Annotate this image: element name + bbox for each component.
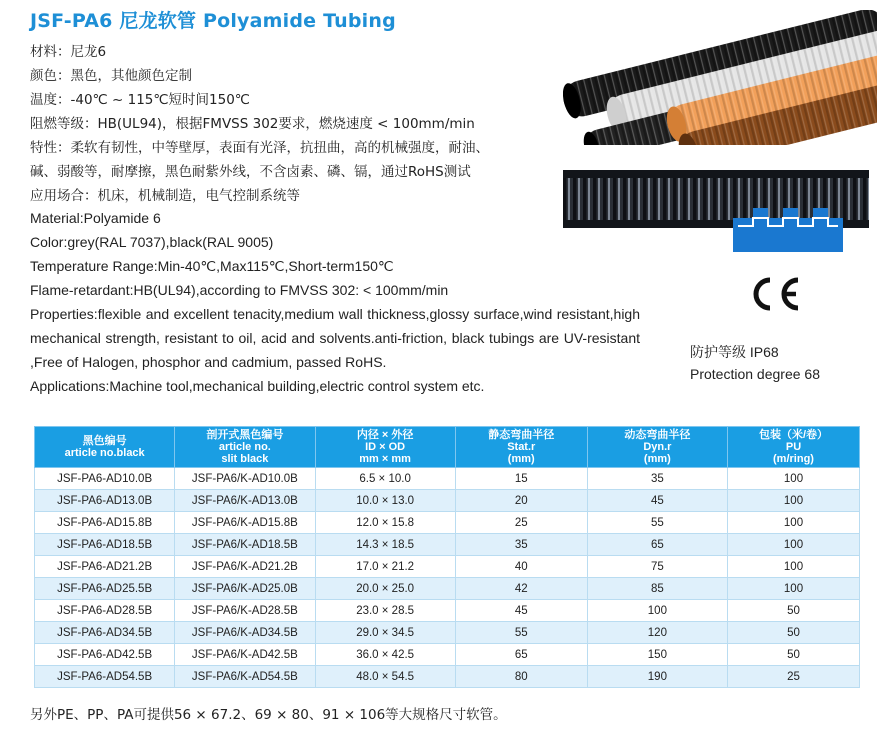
en-spec-color: Color:grey(RAL 7037),black(RAL 9005)	[30, 234, 274, 250]
en-spec-properties: Properties:flexible and excellent tenacity,medium wall thickness,glossy surface,wind resistant,high mechanical strength, resistant to oil, acid and solvents.anti-friction, black tubings are UV-resistant ,Free of Halogen, phosphor and cadmium, passed RoHS.	[30, 306, 640, 370]
en-spec-material: Material:Polyamide 6	[30, 210, 161, 226]
protection-cn: 防护等级 IP68	[690, 344, 779, 360]
cn-spec-material: 材料：尼龙6	[30, 44, 107, 60]
en-spec-temperature: Temperature Range:Min-40℃,Max115℃,Short-term150℃	[30, 258, 394, 274]
col-header-article-black: 黑色编号 article no.black	[35, 427, 175, 468]
cn-spec-color: 颜色：黑色，其他颜色定制	[30, 68, 192, 84]
table-row: JSF-PA6-AD15.8B JSF-PA6/K-AD15.8B 12.0 × 15.8 25 55 100	[35, 512, 860, 534]
protection-en: Protection degree 68	[690, 366, 820, 382]
footnote: 另外PE、PP、PA可提供56 × 67.2、69 × 80、91 × 106等大规格尺寸软管。	[30, 707, 507, 723]
cn-spec-properties-1: 特性：柔软有韧性，中等壁厚，表面有光泽，抗扭曲，高的机械强度，耐油、	[30, 140, 489, 156]
en-spec-flame: Flame-retardant:HB(UL94),according to FMVSS 302: < 100mm/min	[30, 282, 449, 298]
table-row: JSF-PA6-AD34.5B JSF-PA6/K-AD34.5B 29.0 × 34.5 55 120 50	[35, 622, 860, 644]
table-row: JSF-PA6-AD54.5B JSF-PA6/K-AD54.5B 48.0 × 54.5 80 190 25	[35, 666, 860, 688]
table-row: JSF-PA6-AD18.5B JSF-PA6/K-AD18.5B 14.3 × 18.5 35 65 100	[35, 534, 860, 556]
page-title: JSF-PA6 尼龙软管 Polyamide Tubing	[30, 10, 396, 32]
tubing-product-photo	[563, 10, 877, 145]
product-spec-table	[34, 426, 860, 688]
cn-spec-flame: 阻燃等级：HB(UL94)，根据FMVSS 302要求，燃烧速度 < 100mm/min	[30, 116, 475, 132]
table-row: JSF-PA6-AD42.5B JSF-PA6/K-AD42.5B 36.0 × 42.5 65 150 50	[35, 644, 860, 666]
table-row: JSF-PA6-AD21.2B JSF-PA6/K-AD21.2B 17.0 × 21.2 40 75 100	[35, 556, 860, 578]
tubing-cross-section-photo	[563, 170, 869, 252]
english-spec-list	[30, 206, 640, 398]
table-row: JSF-PA6-AD25.5B JSF-PA6/K-AD25.0B 20.0 × 25.0 42 85 100	[35, 578, 860, 600]
cn-spec-applications: 应用场合：机床，机械制造，电气控制系统等	[30, 188, 300, 204]
cn-spec-temperature: 温度：-40℃ ~ 115℃短时间150℃	[30, 92, 250, 108]
table-header-row	[35, 427, 860, 468]
table-row: JSF-PA6-AD28.5B JSF-PA6/K-AD28.5B 23.0 × 28.5 45 100 50	[35, 600, 860, 622]
chinese-spec-list	[30, 40, 489, 208]
cn-spec-properties-2: 碱、弱酸等，耐摩擦，黑色耐紫外线，不含卤素、磷、镉，通过RoHS测试	[30, 164, 471, 180]
col-header-stat-r: 静态弯曲半径 Stat.r (mm)	[455, 427, 587, 468]
table-row: JSF-PA6-AD10.0B JSF-PA6/K-AD10.0B 6.5 × 10.0 15 35 100	[35, 468, 860, 490]
table-row: JSF-PA6-AD13.0B JSF-PA6/K-AD13.0B 10.0 × 13.0 20 45 100	[35, 490, 860, 512]
col-header-id-od: 内径 × 外径 ID × OD mm × mm	[315, 427, 455, 468]
col-header-dyn-r: 动态弯曲半径 Dyn.r (mm)	[587, 427, 727, 468]
col-header-pu: 包装（米/卷） PU (m/ring)	[728, 427, 860, 468]
en-spec-applications: Applications:Machine tool,mechanical building,electric control system etc.	[30, 378, 485, 394]
protection-degree	[690, 341, 820, 385]
ce-mark-icon	[746, 272, 806, 316]
col-header-article-slit: 剖开式黑色编号 article no. slit black	[175, 427, 315, 468]
